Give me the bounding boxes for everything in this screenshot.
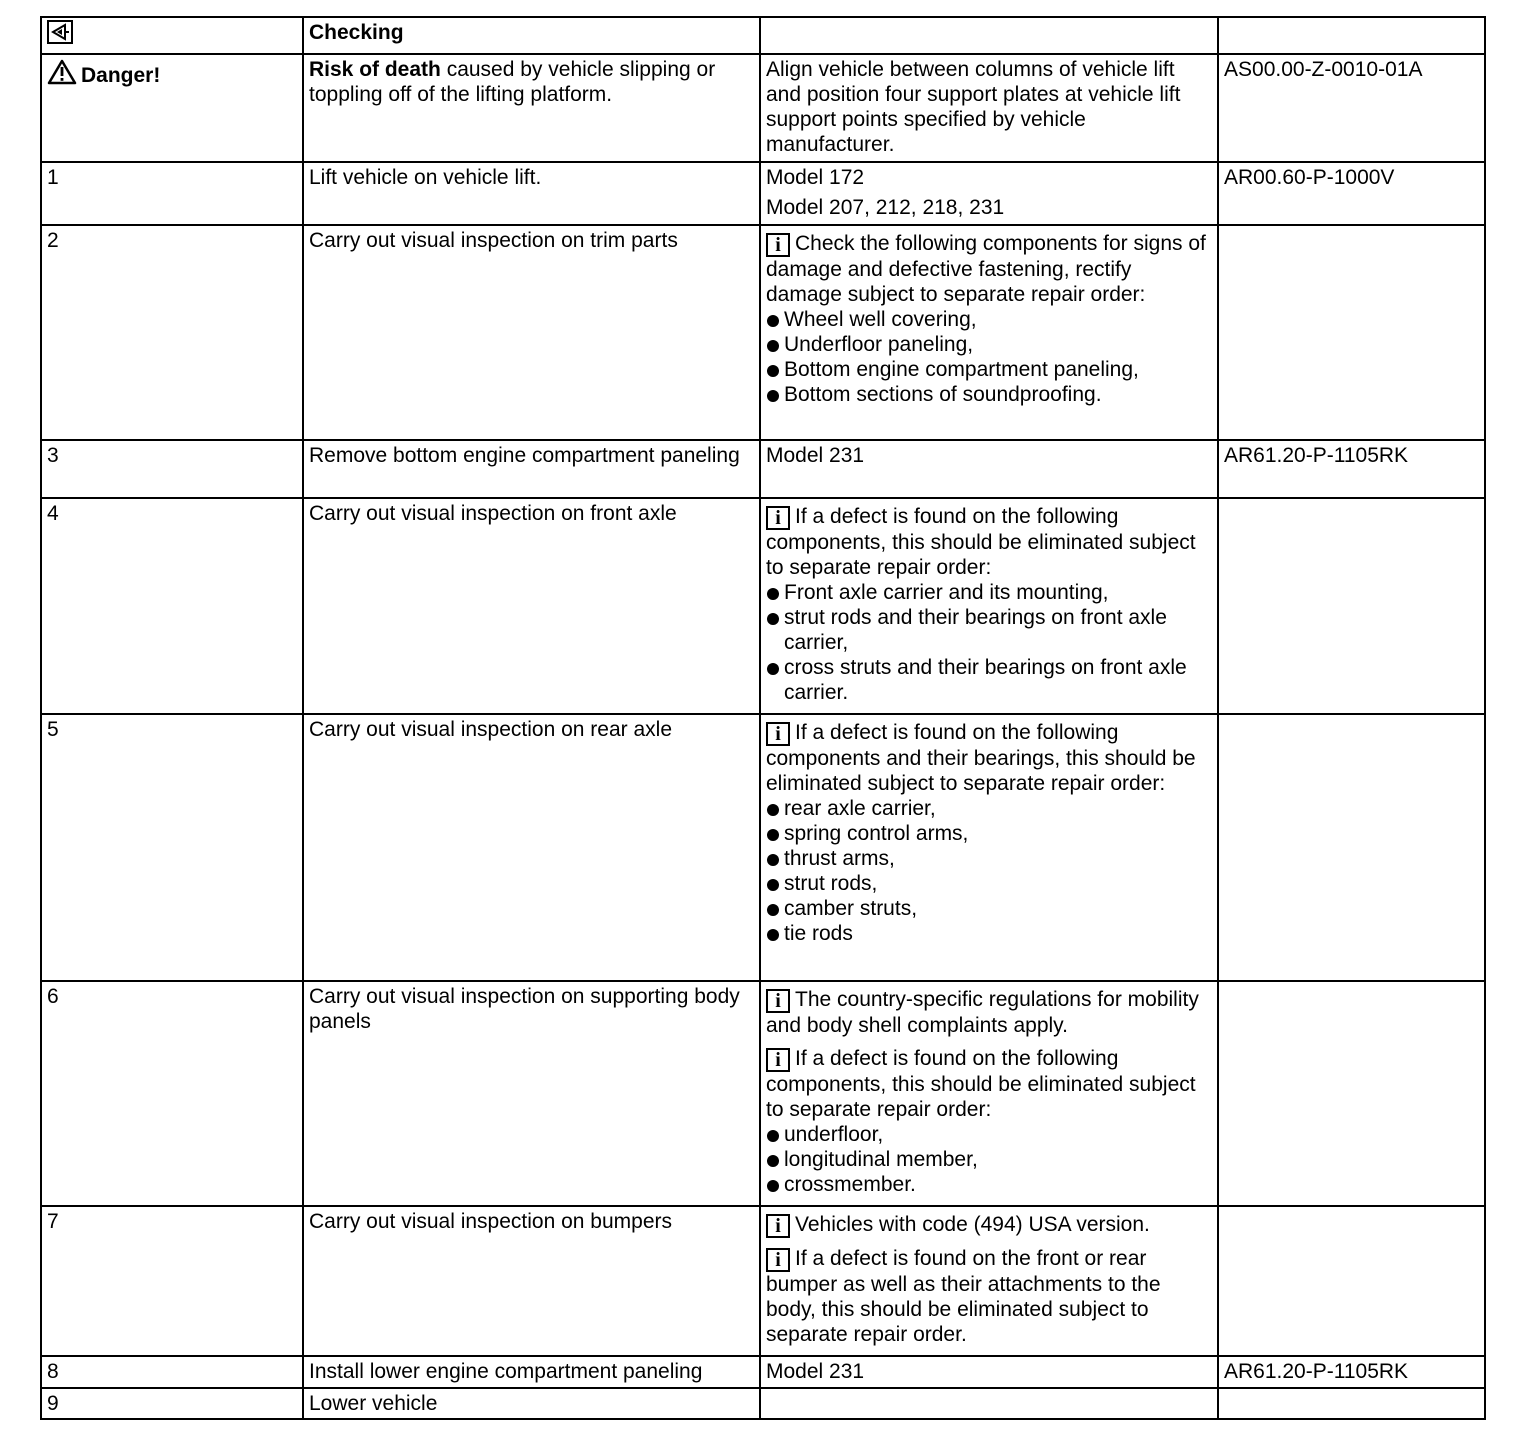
bullet-item: Bottom sections of soundproofing. [766,382,1213,407]
info-note-text: Vehicles with code (494) USA version. [795,1213,1150,1236]
step-row [41,225,1485,440]
info-note [766,1212,1213,1238]
header-empty-cell [760,17,1218,54]
step-action: Carry out visual inspection on trim parts [303,225,760,440]
step-row [41,1388,1485,1419]
step-row [41,714,1485,981]
step-details [760,1206,1218,1356]
info-icon: i [766,506,790,530]
step-row [41,498,1485,714]
info-note [766,504,1213,705]
info-note-text: If a defect is found on the following components and their bearings, this should be eliminated subject to separate repair order: [766,721,1196,795]
step-number: 3 [41,440,303,498]
info-icon: i [766,233,790,257]
step-details [760,981,1218,1206]
danger-ref[interactable]: AS00.00-Z-0010-01A [1218,54,1485,162]
detail-line: Model 172 [766,166,865,189]
step-action: Carry out visual inspection on bumpers [303,1206,760,1356]
step-reference [1218,225,1485,440]
info-note [766,1046,1213,1197]
step-action: Carry out visual inspection on front axle [303,498,760,714]
back-arrow-box-icon[interactable] [47,20,73,44]
step-number: 1 [41,162,303,225]
step-reference [1218,1388,1485,1419]
step-number: 9 [41,1388,303,1419]
bullet-item: spring control arms, [766,821,1213,846]
step-number: 6 [41,981,303,1206]
bullet-item: Bottom engine compartment paneling, [766,357,1213,382]
step-reference[interactable]: AR61.20-P-1105RK [1218,1356,1485,1388]
step-action: Lower vehicle [303,1388,760,1419]
step-reference [1218,981,1485,1206]
step-row [41,162,1485,225]
info-icon: i [766,722,790,746]
step-details [760,498,1218,714]
danger-cell [41,54,303,162]
step-number: 7 [41,1206,303,1356]
danger-row [41,54,1485,162]
step-action: Lift vehicle on vehicle lift. [303,162,760,225]
step-details [760,1356,1218,1388]
step-action: Remove bottom engine compartment paneling [303,440,760,498]
step-number: 8 [41,1356,303,1388]
bullet-item: thrust arms, [766,846,1213,871]
risk-bold-text: Risk of death [309,58,441,81]
step-number: 2 [41,225,303,440]
step-number: 4 [41,498,303,714]
step-row [41,1356,1485,1388]
step-reference [1218,498,1485,714]
info-note-text: The country-specific regulations for mobility and body shell complaints apply. [766,988,1199,1037]
bullet-item: cross struts and their bearings on front axle carrier. [766,655,1213,705]
step-row [41,981,1485,1206]
danger-risk-cell [303,54,760,162]
warning-triangle-icon [47,59,77,85]
procedure-table [40,16,1486,1420]
step-reference[interactable]: AR00.60-P-1000V [1218,162,1485,225]
header-icon-cell [41,17,303,54]
step-reference [1218,714,1485,981]
info-note [766,231,1213,407]
bullet-item: Wheel well covering, [766,307,1213,332]
step-row [41,440,1485,498]
step-details [760,1388,1218,1419]
info-note-text: Check the following components for signs of damage and defective fastening, rectify damage subject to separate repair order: [766,232,1206,306]
bullet-item: Front axle carrier and its mounting, [766,580,1213,605]
header-empty-cell [1218,17,1485,54]
bullet-item: strut rods and their bearings on front axle carrier, [766,605,1213,655]
info-icon: i [766,1248,790,1272]
step-number: 5 [41,714,303,981]
step-action: Install lower engine compartment paneling [303,1356,760,1388]
info-note-text: If a defect is found on the front or rear bumper as well as their attachments to the body, this should be eliminated subject to separate repair order. [766,1247,1161,1346]
info-note-text: If a defect is found on the following components, this should be eliminated subject to separate repair order: [766,1047,1196,1121]
step-details [760,440,1218,498]
risk-text: caused by vehicle slipping or toppling off of the lifting platform. [309,58,716,106]
bullet-item: longitudinal member, [766,1147,1213,1172]
info-note [766,1246,1213,1347]
info-icon: i [766,1214,790,1238]
info-icon: i [766,989,790,1013]
danger-label: Danger! [81,64,161,87]
danger-instruction: Align vehicle between columns of vehicle lift and position four support plates at vehicle lift support points specified by vehicle manufacturer. [760,54,1218,162]
header-title: Checking [303,17,760,54]
bullet-item: strut rods, [766,871,1213,896]
info-note [766,720,1213,946]
detail-line: Model 231 [766,444,865,467]
detail-line: Model 207, 212, 218, 231 [766,196,1005,219]
step-details [760,225,1218,440]
bullet-item: underfloor, [766,1122,1213,1147]
step-action: Carry out visual inspection on rear axle [303,714,760,981]
bullet-item: rear axle carrier, [766,796,1213,821]
bullet-item: crossmember. [766,1172,1213,1197]
header-row [41,17,1485,54]
step-action: Carry out visual inspection on supporting body panels [303,981,760,1206]
step-reference [1218,1206,1485,1356]
step-details [760,714,1218,981]
detail-line: Model 231 [766,1360,865,1383]
step-row [41,1206,1485,1356]
bullet-item: camber struts, [766,896,1213,921]
info-note [766,987,1213,1038]
step-reference[interactable]: AR61.20-P-1105RK [1218,440,1485,498]
info-note-text: If a defect is found on the following components, this should be eliminated subject to separate repair order: [766,505,1196,579]
bullet-item: Underfloor paneling, [766,332,1213,357]
info-icon: i [766,1048,790,1072]
step-details [760,162,1218,225]
bullet-item: tie rods [766,921,1213,946]
